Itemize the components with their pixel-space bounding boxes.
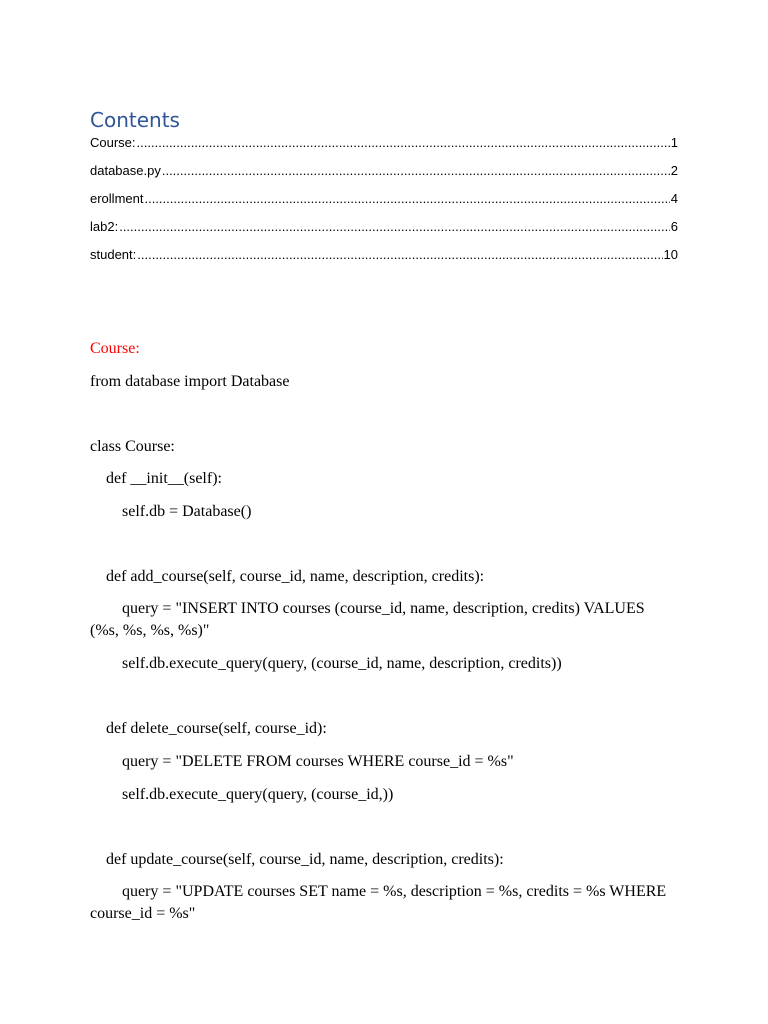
- toc-entry[interactable]: [90, 135, 678, 163]
- code-line: def add_course(self, course_id, name, description, credits):: [90, 568, 485, 585]
- toc-leader-dots: [137, 247, 662, 262]
- code-line: def delete_course(self, course_id):: [90, 720, 327, 737]
- table-of-contents: [90, 135, 678, 275]
- toc-leader-dots: [119, 219, 670, 234]
- code-line: def update_course(self, course_id, name, description, credits):: [90, 851, 504, 868]
- toc-entry-label: student:: [90, 247, 137, 262]
- toc-entry[interactable]: [90, 191, 678, 219]
- toc-leader-dots: [137, 135, 670, 150]
- code-line: query = "DELETE FROM courses WHERE course_id = %s": [90, 753, 514, 770]
- toc-entry-label: database.py: [90, 163, 161, 178]
- toc-entry[interactable]: [90, 163, 678, 191]
- toc-entry-page: 6: [670, 219, 678, 234]
- section-heading: Course:: [90, 340, 140, 357]
- toc-leader-dots: [162, 163, 670, 178]
- toc-entry[interactable]: [90, 219, 678, 247]
- toc-entry-page: 4: [670, 191, 678, 206]
- toc-entry-page: 10: [663, 247, 678, 262]
- toc-entry-page: 1: [670, 135, 678, 150]
- toc-entry[interactable]: [90, 247, 678, 275]
- toc-leader-dots: [144, 191, 669, 206]
- code-line: self.db = Database(): [90, 503, 252, 520]
- toc-entry-page: 2: [670, 163, 678, 178]
- code-line: query = "UPDATE courses SET name = %s, description = %s, credits = %s WHERE course_id = %s": [90, 883, 671, 922]
- toc-title: Contents: [90, 108, 180, 132]
- code-line: self.db.execute_query(query, (course_id, name, description, credits)): [90, 655, 562, 672]
- code-line: from database import Database: [90, 373, 290, 390]
- code-line: self.db.execute_query(query, (course_id,)): [90, 786, 394, 803]
- toc-entry-label: Course:: [90, 135, 136, 150]
- code-line: class Course:: [90, 438, 175, 455]
- toc-entry-label: erollment: [90, 191, 144, 206]
- toc-entry-label: lab2:: [90, 219, 119, 234]
- code-line: query = "INSERT INTO courses (course_id, name, description, credits) VALUES (%s, %s, %s, %s)": [90, 600, 649, 639]
- code-line: def __init__(self):: [90, 470, 222, 487]
